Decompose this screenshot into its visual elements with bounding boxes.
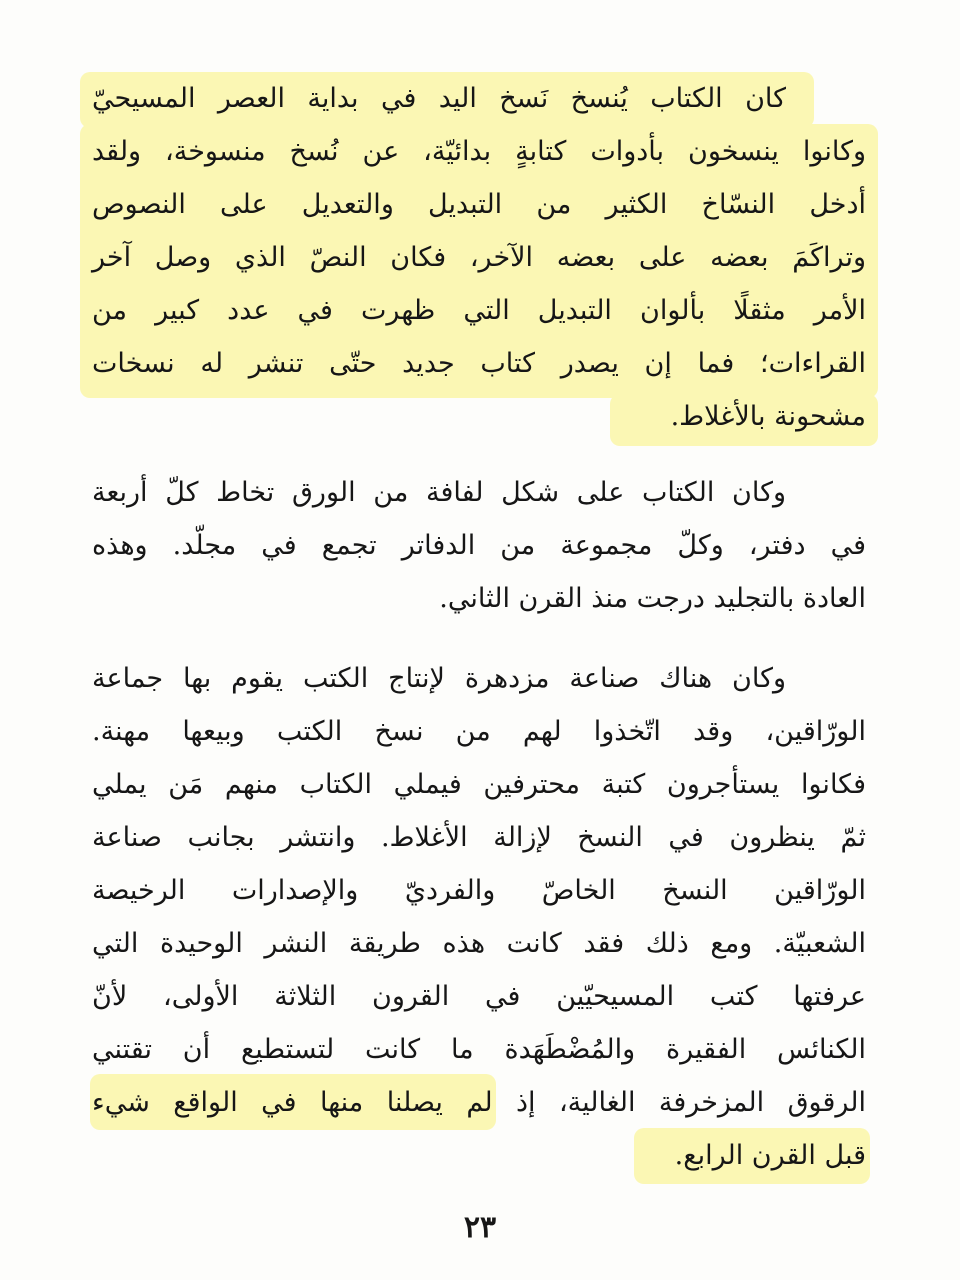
text-line: ثمّ ينظرون في النسخ لإزالة الأغلاط. وانتشر بجانب صناعة <box>92 822 866 853</box>
text-line: وكان هناك صناعة مزدهرة لإنتاج الكتب يقوم بها جماعة <box>92 663 786 694</box>
paragraph-1 <box>92 72 866 443</box>
text-line: الأمر مثقلًا بألوان التبديل التي ظهرت في عدد كبير من <box>92 295 866 326</box>
text-line: كان الكتاب يُنسخ نَسخ اليد في بداية العصر المسيحيّ <box>92 83 786 114</box>
text-line: في دفتر، وكلّ مجموعة من الدفاتر تجمع في مجلّد. وهذه <box>92 530 866 561</box>
text-line: أدخل النسّاخ الكثير من التبديل والتعديل على النصوص <box>92 189 866 220</box>
text-line: الشعبيّة. ومع ذلك فقد كانت هذه طريقة النشر الوحيدة التي <box>92 928 866 959</box>
text-line: عرفتها كتب المسيحيّين في القرون الثلاثة الأولى، لأنّ <box>92 981 866 1012</box>
text-line: الكنائس الفقيرة والمُضْطَهَدة ما كانت لتستطيع أن تقتني <box>92 1034 866 1065</box>
text-line: الورّاقين، وقد اتّخذوا لهم من نسخ الكتب وبيعها مهنة. <box>92 716 866 747</box>
text-line: وكانوا ينسخون بأدوات كتابةٍ بدائيّة، عن نُسخ منسوخة، ولقد <box>92 136 866 167</box>
text-line: القراءات؛ فما إن يصدر كتاب جديد حتّى تنشر له نسخات <box>92 348 866 379</box>
text-line: الورّاقين النسخ الخاصّ والفرديّ والإصدارات الرخيصة <box>92 875 866 906</box>
text-line: قبل القرن الرابع. <box>674 1140 866 1171</box>
text-line: وتراكَمَ بعضه على بعضه الآخر، فكان النصّ الذي وصل آخر <box>92 242 866 273</box>
paragraph-2 <box>92 466 866 625</box>
text-line: مشحونة بالأغلاط. <box>670 401 866 432</box>
text-line: العادة بالتجليد درجت منذ القرن الثاني. <box>439 583 866 614</box>
text-line: وكان الكتاب على شكل لفافة من الورق تخاط كلّ أربعة <box>92 477 786 508</box>
text-line: فكانوا يستأجرون كتبة محترفين فيملي الكتاب منهم مَن يملي <box>92 769 866 800</box>
text-line: الرقوق المزخرفة الغالية، إذ لم يصلنا منها في الواقع شيء <box>92 1087 866 1118</box>
paragraph-3 <box>92 652 866 1182</box>
page-number: ٢٣ <box>463 1210 497 1245</box>
